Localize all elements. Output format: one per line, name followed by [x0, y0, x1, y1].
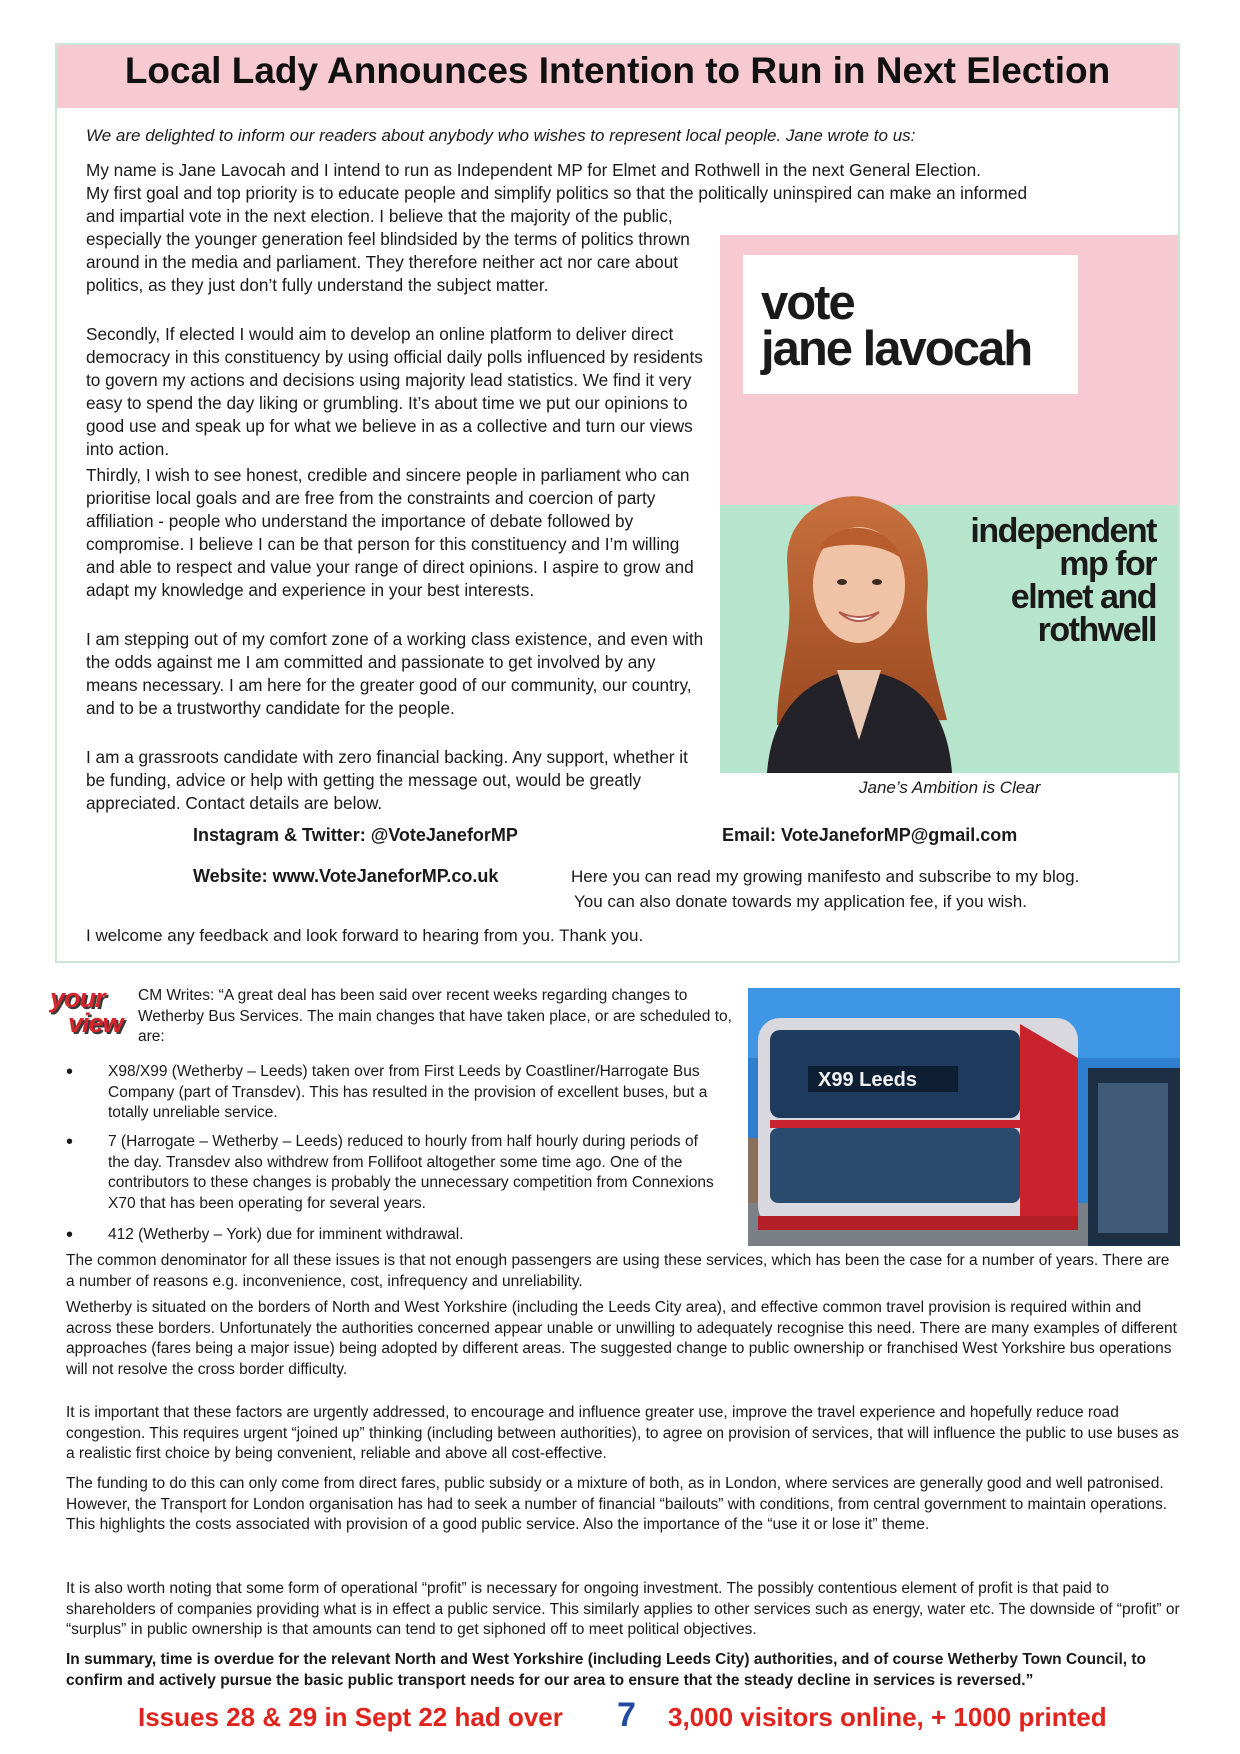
bullet-item-2: 7 (Harrogate – Wetherby – Leeds) reduced to hourly from half hourly during periods of the day. Transdev also withdrew from Follifoot altogether some time ago. One of the contributors to these changes is probably the unnecessary competition from Connexions X70 that has been operating for several years.: [108, 1133, 714, 1212]
body-paragraph-3: It is important that these factors are urgently addressed, to encourage and influence greater use, improve the travel experience and hopefully reduce road congestion. This requires urgent “joined up” thinking (including between authorities), to agree on provision of services, that will influence the public to use buses as a realistic first choice by being convenient, reliable and above all cost-effective.: [66, 1404, 1179, 1462]
social-handle[interactable]: Instagram & Twitter: @VoteJaneforMP: [193, 825, 518, 845]
paragraph-3: Secondly, If elected I would aim to develop an online platform to deliver direct democracy in this constituency by using official daily polls influenced by residents to govern my actions and decisions using majority lead statistics. We find it very easy to spend the day liking or grumbling. It’s about time we put our opinions to good use and speak up for what we believe in as a collective and turn our views into action.: [86, 324, 703, 459]
bus-photo: [748, 988, 1180, 1246]
body-paragraph-5: It is also worth noting that some form of operational “profit” is necessary for ongoing investment. The possibly contentious element of profit is that paid to shareholders of companies providing what is in effect a public service. This similarly applies to other services such as energy, water etc. The downside of “profit” or “surplus” in public ownership is that amounts can tend to get siphoned off to meet political objectives.: [66, 1580, 1180, 1638]
bullet-item-3: 412 (Wetherby – York) due for imminent withdrawal.: [108, 1226, 464, 1243]
paragraph-5: I am stepping out of my comfort zone of a working class existence, and even with the odds against me I am committed and passionate to get involved by any means necessary. I am here for the greater good of our community, our country, and to be a trustworthy candidate for the people.: [86, 629, 704, 718]
closing-line: I welcome any feedback and look forward to hearing from you. Thank you.: [86, 926, 644, 945]
mp-line-4: rothwell: [1037, 611, 1156, 649]
footer-right-text: 3,000 visitors online, + 1000 printed: [668, 1702, 1107, 1732]
vote-line-1: vote: [761, 276, 854, 330]
mp-line-2: mp for: [1059, 545, 1156, 583]
body-paragraph-4: The funding to do this can only come from direct fares, public subsidy or a mixture of both, as in London, where services are generally good and well patronised. However, the Transport for London organisation has had to seek a number of financial “bailouts” with conditions, from central government to maintain operations. This highlights the costs associated with provision of a good public service. Also the importance of the “use it or lose it” theme.: [66, 1475, 1168, 1533]
website-link[interactable]: Website: www.VoteJaneforMP.co.uk: [193, 866, 499, 886]
paragraph-1: My name is Jane Lavocah and I intend to run as Independent MP for Elmet and Rothwell in the next General Election.: [86, 160, 981, 180]
vote-line-2: jane lavocah: [761, 322, 1032, 376]
paragraph-2-lead: My first goal and top priority is to educate people and simplify politics so that the politically uninspired can make an informed: [86, 183, 1028, 203]
bullet-1-marker: •: [66, 1061, 74, 1083]
body-paragraph-2: Wetherby is situated on the borders of North and West Yorkshire (including the Leeds City area), and effective common travel provision is required within and across these borders. Unfortunately the authorities concerned appear unable or unwilling to adequately recognise this need. There are many examples of different approaches (fares being a major issue) being adopted by different areas. The suggested change to public ownership or franchised West Yorkshire bus operations will not resolve the cross border difficulty.: [66, 1299, 1177, 1378]
vote-card: [743, 255, 1078, 394]
bullet-3-marker: •: [66, 1224, 74, 1246]
bullet-item-1: X98/X99 (Wetherby – Leeds) taken over from First Leeds by Coastliner/Harrogate Bus Company (part of Transdev). This has resulted in the provision of excellent buses, but a totally unreliable service.: [108, 1063, 708, 1121]
summary-paragraph: In summary, time is overdue for the relevant North and West Yorkshire (including Leeds City) authorities, and of course Wetherby Town Council, to confirm and actively pursue the basic public transport needs for our area to ensure that the steady decline in services is reversed.”: [66, 1651, 1147, 1689]
your-view-logo: [48, 985, 128, 1045]
paragraph-6: I am a grassroots candidate with zero financial backing. Any support, whether it be funding, advice or help with getting the message out, would be greatly appreciated. Contact details are below.: [86, 747, 688, 813]
candidate-portrait: [747, 490, 967, 773]
bus-destination-sign: X99 Leeds: [818, 1069, 917, 1091]
mp-line-1: independent: [970, 512, 1156, 550]
mp-line-3: elmet and: [1010, 578, 1156, 616]
website-note-2: You can also donate towards my application fee, if you wish.: [574, 892, 1027, 911]
logo-your-text: your: [50, 983, 105, 1013]
bullet-2-marker: •: [66, 1131, 74, 1153]
poster-caption: Jane’s Ambition is Clear: [859, 778, 1041, 797]
footer-left-text: Issues 28 & 29 in Sept 22 had over: [138, 1702, 563, 1732]
website-note-1: Here you can read my growing manifesto and subscribe to my blog.: [571, 867, 1080, 886]
paragraph-2: and impartial vote in the next election. I believe that the majority of the public, especially the younger generation feel blindsided by the terms of politics thrown around in the media and parliament. They therefore neither act nor care about politics, as they just don’t fully understand the subject matter.: [86, 206, 690, 295]
logo-view-text: view: [68, 1008, 123, 1038]
campaign-poster: [720, 235, 1178, 773]
bus-photo-art: [748, 988, 1180, 1246]
poster-mp-text: [970, 512, 1156, 649]
body-paragraph-1: The common denominator for all these issues is that not enough passengers are using these services, which has been the case for a number of years. There are a number of reasons e.g. inconvenience, cost, infrequency and unreliability.: [66, 1252, 1170, 1290]
paragraph-4: Thirdly, I wish to see honest, credible and sincere people in parliament who can prioritise local goals and are free from the constraints and coercion of party affiliation - people who understand the importance of debate followed by compromise. I believe I can be that person for this constituency and I’m willing and able to respect and value your range of direct opinions. I aspire to grow and adapt my knowledge and experience in your best interests.: [86, 465, 694, 600]
your-view-lead: CM Writes: “A great deal has been said over recent weeks regarding changes to Wetherby Bus Services. The main changes that have taken place, or are scheduled to, are:: [138, 987, 732, 1045]
page-number: 7: [617, 1696, 636, 1734]
email-address[interactable]: Email: VoteJaneforMP@gmail.com: [722, 825, 1018, 845]
article-headline: Local Lady Announces Intention to Run in Next Election: [124, 50, 1111, 91]
article-intro: We are delighted to inform our readers about anybody who wishes to represent local people. Jane wrote to us:: [86, 126, 916, 145]
